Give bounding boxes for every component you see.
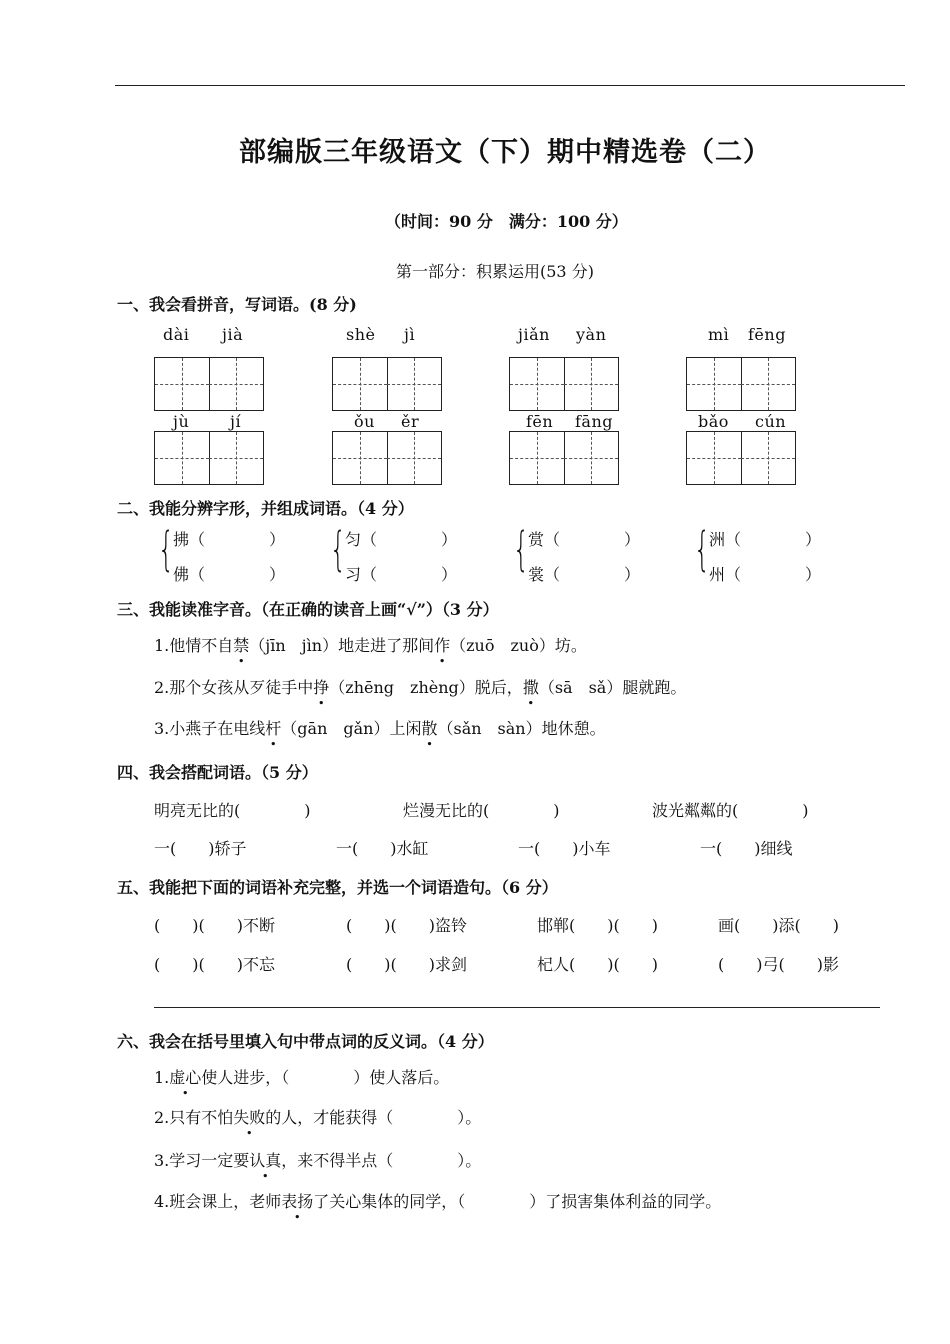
writing-grid[interactable] <box>332 357 442 411</box>
char-blank[interactable]: 洲（ ） <box>709 530 822 549</box>
text: （jīn jìn）地走进了那间 <box>249 636 435 655</box>
char-blank[interactable]: 州（ ） <box>709 565 822 584</box>
dotted-word: 失败 <box>233 1108 266 1127</box>
pinyin: yàn <box>576 325 607 344</box>
section-5-heading: 五、我能把下面的词语补充完整，并选一个词语造句。（6 分） <box>117 878 558 897</box>
text: （gān gǎn）上闲 <box>281 719 422 738</box>
text: 3.小燕子在电线 <box>154 719 266 738</box>
brace-icon: { <box>513 522 530 576</box>
idiom-blank[interactable]: 邯郸( )( ) <box>537 916 658 935</box>
text: 了关心集体的同学，（ ）了损害集体利益的同学。 <box>313 1192 722 1211</box>
measure-blank[interactable]: 一( )细线 <box>700 839 793 858</box>
antonym-item[interactable] <box>154 1105 481 1128</box>
dotted-char: 杆 <box>265 719 282 738</box>
dotted-word: 表扬 <box>281 1192 314 1211</box>
writing-grid[interactable] <box>509 431 619 485</box>
pinyin: jià <box>222 325 244 344</box>
antonym-item[interactable] <box>154 1189 721 1212</box>
pinyin: mì <box>708 325 730 344</box>
part-heading: 第一部分：积累运用(53 分) <box>396 262 594 281</box>
pinyin: ǒu <box>354 412 375 431</box>
text: 3.学习一定要 <box>154 1151 250 1170</box>
pronunciation-item[interactable] <box>154 716 606 739</box>
dotted-char: 散 <box>421 719 438 738</box>
section-2-heading: 二、我能分辨字形，并组成词语。（4 分） <box>117 499 414 518</box>
match-blank[interactable]: 烂漫无比的( ) <box>403 801 560 820</box>
char-blank[interactable]: 匀（ ） <box>345 530 458 549</box>
antonym-item[interactable] <box>154 1148 481 1171</box>
writing-grid[interactable] <box>332 431 442 485</box>
brace-icon: { <box>158 522 175 576</box>
dotted-char: 作 <box>434 636 451 655</box>
dotted-word: 虚心 <box>169 1068 202 1087</box>
idiom-blank[interactable]: 画( )添( ) <box>718 916 839 935</box>
measure-blank[interactable]: 一( )水缸 <box>336 839 429 858</box>
section-6-heading: 六、我会在括号里填入句中带点词的反义词。（4 分） <box>117 1032 494 1051</box>
char-blank[interactable]: 习（ ） <box>345 565 458 584</box>
text: 的人，才能获得（ ）。 <box>265 1108 482 1127</box>
idiom-blank[interactable]: ( )( )不忘 <box>154 955 275 974</box>
writing-grid[interactable] <box>509 357 619 411</box>
char-blank[interactable]: 拂（ ） <box>173 530 286 549</box>
text: 4.班会课上，老师 <box>154 1192 282 1211</box>
section-3-heading: 三、我能读准字音。（在正确的读音上画“√”）（3 分） <box>117 600 499 619</box>
measure-blank[interactable]: 一( )轿子 <box>154 839 247 858</box>
top-rule <box>115 85 905 86</box>
measure-blank[interactable]: 一( )小车 <box>518 839 611 858</box>
idiom-blank[interactable]: ( )( )盗铃 <box>346 916 467 935</box>
text: （zuō zuò）坊。 <box>450 636 587 655</box>
char-blank[interactable]: 裳（ ） <box>528 565 641 584</box>
idiom-blank[interactable]: ( )( )求剑 <box>346 955 467 974</box>
section-1-heading: 一、我会看拼音，写词语。(8 分) <box>117 295 357 314</box>
brace-icon: { <box>330 522 347 576</box>
match-blank[interactable]: 波光粼粼的( ) <box>652 801 809 820</box>
text: 使人进步，（ ）使人落后。 <box>201 1068 450 1087</box>
pinyin: fēng <box>748 325 786 344</box>
answer-line[interactable] <box>154 1007 880 1008</box>
pinyin: fāng <box>575 412 614 431</box>
idiom-blank[interactable]: 杞人( )( ) <box>537 955 658 974</box>
writing-grid[interactable] <box>686 357 796 411</box>
text: 2.那个女孩从歹徒手中 <box>154 678 314 697</box>
text: （zhēng zhèng）脱后， <box>329 678 523 697</box>
writing-grid[interactable] <box>154 431 264 485</box>
writing-grid[interactable] <box>154 357 264 411</box>
pronunciation-item[interactable] <box>154 633 587 656</box>
pinyin: fēn <box>526 412 554 431</box>
char-blank[interactable]: 佛（ ） <box>173 565 286 584</box>
pinyin: cún <box>755 412 787 431</box>
page-title: 部编版三年级语文（下）期中精选卷（二） <box>239 137 771 168</box>
char-blank[interactable]: 赏（ ） <box>528 530 641 549</box>
pinyin: dài <box>163 325 190 344</box>
exam-info: （时间：90 分 满分：100 分） <box>385 212 628 231</box>
pinyin: bǎo <box>698 412 729 431</box>
dotted-word: 认真 <box>249 1151 282 1170</box>
writing-grid[interactable] <box>686 431 796 485</box>
text: 1. <box>154 1068 170 1087</box>
match-blank[interactable]: 明亮无比的( ) <box>154 801 311 820</box>
idiom-blank[interactable]: ( )弓( )影 <box>718 955 839 974</box>
text: 2.只有不怕 <box>154 1108 234 1127</box>
pinyin: ěr <box>401 412 420 431</box>
dotted-char: 撒 <box>522 678 539 697</box>
antonym-item[interactable] <box>154 1065 449 1088</box>
text: 1.他情不自 <box>154 636 234 655</box>
pinyin: shè <box>346 325 376 344</box>
text: （sǎn sàn）地休憩。 <box>437 719 606 738</box>
pinyin: jì <box>404 325 416 344</box>
pronunciation-item[interactable] <box>154 675 686 698</box>
idiom-blank[interactable]: ( )( )不断 <box>154 916 275 935</box>
pinyin: jí <box>230 412 242 431</box>
pinyin: jiǎn <box>518 325 550 344</box>
text: （sā sǎ）腿就跑。 <box>538 678 687 697</box>
dotted-char: 禁 <box>233 636 250 655</box>
pinyin: jù <box>173 412 190 431</box>
dotted-char: 挣 <box>313 678 330 697</box>
text: ，来不得半点（ ）。 <box>281 1151 482 1170</box>
brace-icon: { <box>694 522 711 576</box>
section-4-heading: 四、我会搭配词语。（5 分） <box>117 763 318 782</box>
